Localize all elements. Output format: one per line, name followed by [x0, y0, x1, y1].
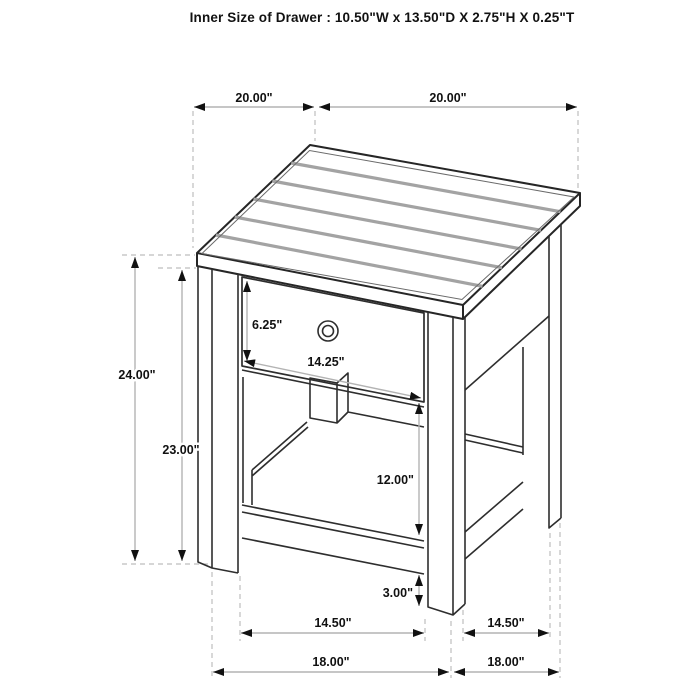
dim-label-shelf-clearance: 12.00"	[376, 473, 414, 487]
lower-shelf	[242, 505, 424, 574]
dim-label-side-leg-spacing: 14.50"	[487, 616, 525, 630]
furniture-drawing	[197, 145, 580, 615]
dim-label-drawer-width: 14.25"	[307, 355, 345, 369]
dim-label-base-depth: 18.00"	[487, 655, 525, 669]
dim-label-overall-height: 24.00"	[118, 368, 156, 382]
dim-label-under-top-height: 23.00"	[162, 443, 200, 457]
drawer-front	[242, 277, 424, 407]
dim-label-base-width: 18.00"	[312, 655, 350, 669]
dim-label-drawer-height: 6.25"	[252, 318, 283, 332]
dim-label-front-leg-spacing: 14.50"	[314, 616, 352, 630]
dim-label-top-width: 20.00"	[429, 91, 467, 105]
page-title: Inner Size of Drawer : 10.50"W x 13.50"D X 2.75"H X 0.25"T	[189, 10, 575, 25]
side-frame	[465, 316, 549, 559]
dim-label-top-depth: 20.00"	[235, 91, 273, 105]
dim-label-bottom-rail: 3.00"	[382, 586, 413, 600]
